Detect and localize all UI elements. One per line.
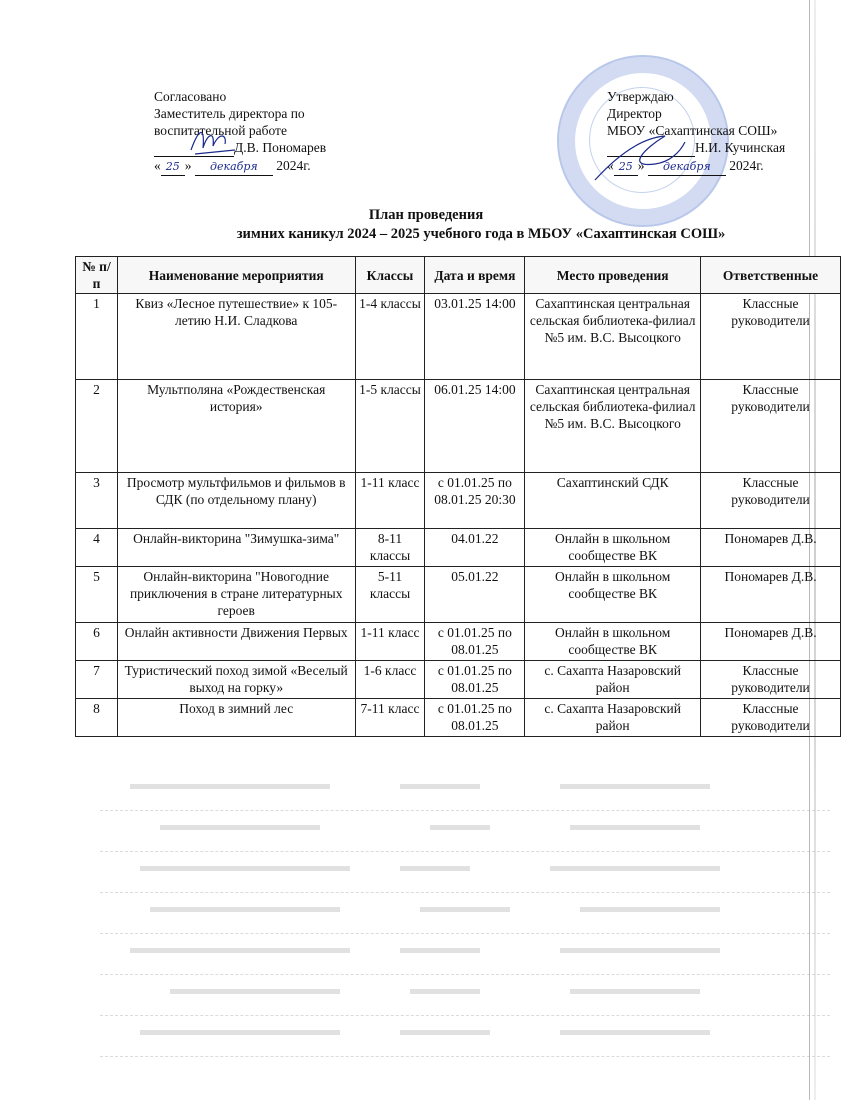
approval-right-line3: МБОУ «Сахаптинская СОШ» [607,123,778,138]
approval-right-name: Н.И. Кучинская [695,140,786,155]
cell-place: Сахаптинский СДК [525,473,701,529]
cell-place: Онлайн в школьном сообществе ВК [525,623,701,661]
bleed-through-texture [100,770,830,1090]
approval-left-line1: Согласовано [154,89,227,104]
cell-classes: 1-4 классы [355,294,425,380]
col-header-event: Наименование мероприятия [117,257,355,294]
cell-responsible: Классные руководители [701,473,841,529]
cell-date: с 01.01.25 по 08.01.25 [425,661,525,699]
cell-responsible: Пономарев Д.В. [701,529,841,567]
ghost-row [100,893,830,934]
cell-date: 05.01.22 [425,567,525,623]
cell-responsible: Пономарев Д.В. [701,623,841,661]
date-quote-open: « [154,158,161,173]
cell-event: Просмотр мультфильмов и фильмов в СДК (по отдельному плану) [117,473,355,529]
table-row [76,473,841,529]
approval-left-name: Д.В. Пономарев [234,140,327,155]
approval-left-line3: воспитательной работе [154,123,287,138]
ghost-row [100,975,830,1016]
date-quote-close: » [637,158,645,173]
cell-place: Сахаптинская центральная сельская библиотека-филиал №5 им. В.С. Высоцкого [525,380,701,473]
table-row [76,661,841,699]
approval-right [607,88,785,176]
col-header-number: № п/п [76,257,118,294]
signature-line [154,139,234,157]
ghost-row [100,811,830,852]
table-row [76,567,841,623]
col-header-place: Место проведения [525,257,701,294]
approval-left-date-row [154,157,326,176]
approval-left-year: 2024г. [276,158,311,173]
cell-event: Поход в зимний лес [117,699,355,737]
cell-place: Онлайн в школьном сообществе ВК [525,567,701,623]
cell-place: Сахаптинская центральная сельская библиотека-филиал №5 им. В.С. Высоцкого [525,294,701,380]
approval-right-month: декабря [648,158,726,176]
cell-number: 2 [76,380,118,473]
cell-responsible: Пономарев Д.В. [701,567,841,623]
approval-left-day: 25 [161,158,185,176]
cell-date: 03.01.25 14:00 [425,294,525,380]
cell-date: с 01.01.25 по 08.01.25 [425,623,525,661]
cell-event: Мультполяна «Рождественская история» [117,380,355,473]
title-line1: План проведения [368,207,484,223]
cell-place: с. Сахапта Назаровский район [525,661,701,699]
cell-classes: 1-5 классы [355,380,425,473]
approval-right-name-row [607,139,785,157]
cell-classes: 7-11 класс [355,699,425,737]
cell-number: 7 [76,661,118,699]
table-row [76,380,841,473]
cell-date: 04.01.22 [425,529,525,567]
approval-left-name-row [154,139,326,157]
cell-event: Квиз «Лесное путешествие» к 105-летию Н.И. Сладкова [117,294,355,380]
cell-number: 6 [76,623,118,661]
cell-classes: 1-6 класс [355,661,425,699]
cell-date: с 01.01.25 по 08.01.25 [425,699,525,737]
col-header-responsible: Ответственные [701,257,841,294]
title-line2: зимних каникул 2024 – 2025 учебного года в МБОУ «Сахаптинская СОШ» [236,226,726,242]
cell-date: с 01.01.25 по 08.01.25 20:30 [425,473,525,529]
approval-left-month: декабря [195,158,273,176]
approval-right-line1: Утверждаю [607,89,674,104]
cell-number: 5 [76,567,118,623]
ghost-row [100,1016,830,1057]
cell-event: Онлайн-викторина "Зимушка-зима" [117,529,355,567]
date-quote-close: » [184,158,192,173]
ghost-row [100,934,830,975]
cell-number: 4 [76,529,118,567]
cell-classes: 5-11 классы [355,567,425,623]
approval-right-day: 25 [614,158,638,176]
approval-right-date-row [607,157,785,176]
cell-classes: 1-11 класс [355,473,425,529]
cell-event: Онлайн активности Движения Первых [117,623,355,661]
cell-responsible: Классные руководители [701,699,841,737]
ghost-row [100,852,830,893]
cell-responsible: Классные руководители [701,661,841,699]
cell-place: Онлайн в школьном сообществе ВК [525,529,701,567]
approval-left-line2: Заместитель директора по [154,106,305,121]
table-row [76,294,841,380]
approval-right-line2: Директор [607,106,662,121]
table-row [76,529,841,567]
page-title [0,206,852,244]
col-header-date: Дата и время [425,257,525,294]
cell-number: 3 [76,473,118,529]
cell-responsible: Классные руководители [701,380,841,473]
cell-number: 1 [76,294,118,380]
cell-responsible: Классные руководители [701,294,841,380]
cell-place: с. Сахапта Назаровский район [525,699,701,737]
cell-classes: 8-11 классы [355,529,425,567]
approval-left [154,88,326,176]
date-quote-open: « [607,158,614,173]
ghost-row [100,770,830,811]
col-header-classes: Классы [355,257,425,294]
table-row [76,623,841,661]
cell-date: 06.01.25 14:00 [425,380,525,473]
cell-number: 8 [76,699,118,737]
approval-right-year: 2024г. [729,158,764,173]
cell-classes: 1-11 класс [355,623,425,661]
table-header-row [76,257,841,294]
events-table [75,256,841,737]
cell-event: Онлайн-викторина "Новогодние приключения в стране литературных героев [117,567,355,623]
table-row [76,699,841,737]
signature-line [607,139,695,157]
cell-event: Туристический поход зимой «Веселый выход на горку» [117,661,355,699]
